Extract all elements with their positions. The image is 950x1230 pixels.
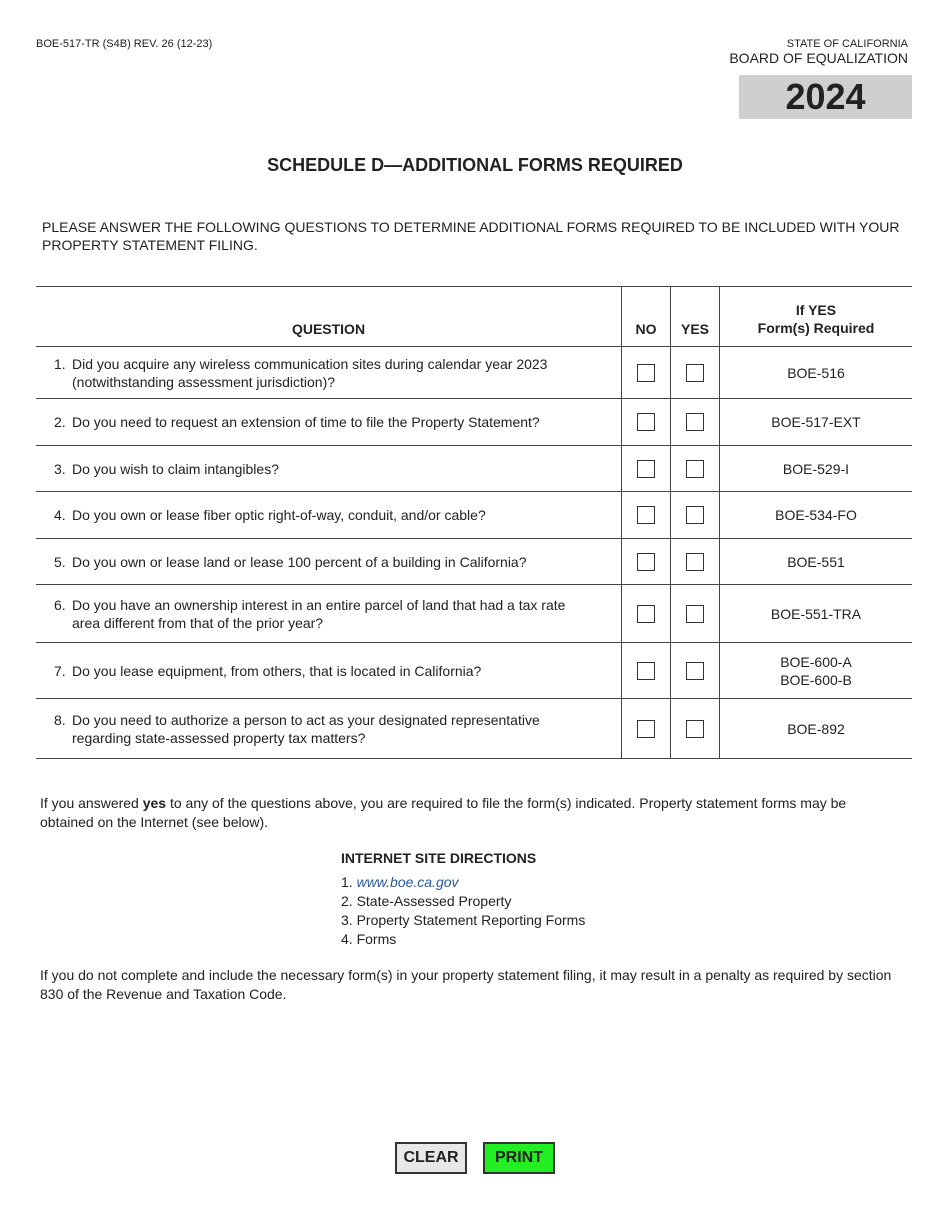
note1-bold: yes — [142, 795, 167, 811]
boe-website-link[interactable]: www.boe.ca.gov — [356, 874, 459, 890]
question-line1: Did you acquire any wireless communication sites during calendar year 2023 — [72, 355, 548, 372]
question-cell — [36, 699, 622, 759]
no-checkbox[interactable] — [637, 553, 655, 571]
state-label: STATE OF CALIFORNIA — [786, 38, 908, 50]
table-row — [36, 699, 912, 759]
form-required-cell — [720, 347, 913, 399]
directions-list — [341, 873, 585, 949]
print-button[interactable]: PRINT — [483, 1142, 555, 1174]
form-required-cell — [720, 399, 913, 446]
instructions: PLEASE ANSWER THE FOLLOWING QUESTIONS TO DETERMINE ADDITIONAL FORMS REQUIRED TO BE INCLUDED WITH YOUR PROPERTY STATEMENT FILING. — [42, 219, 900, 253]
form-name: BOE-600-A — [780, 653, 852, 670]
no-checkbox[interactable] — [637, 662, 655, 680]
question-text — [72, 662, 481, 680]
question-line1: Do you own or lease fiber optic right-of-way, conduit, and/or cable? — [72, 507, 486, 523]
yes-checkbox[interactable] — [686, 605, 704, 623]
question-line2: regarding state-assessed property tax matters? — [72, 729, 366, 746]
form-name: BOE-551-TRA — [770, 605, 862, 622]
question-number: 2. — [54, 414, 66, 430]
table-header-row — [36, 287, 912, 347]
yes-checkbox[interactable] — [686, 364, 704, 382]
board-label: BOARD OF EQUALIZATION — [729, 50, 908, 66]
direction-item-text: State-Assessed Property — [356, 893, 512, 909]
question-line1: Do you wish to claim intangibles? — [72, 460, 279, 477]
table-row — [36, 399, 912, 446]
no-cell — [622, 539, 671, 585]
note-answer-yes — [40, 794, 900, 832]
question-line1: Do you lease equipment, from others, that is located in California? — [72, 662, 482, 679]
no-cell — [622, 699, 671, 759]
no-checkbox[interactable] — [637, 506, 655, 524]
list-item: 3. Property Statement Reporting Forms — [341, 912, 586, 928]
table-row — [36, 446, 912, 492]
yes-checkbox[interactable] — [686, 460, 704, 478]
yes-checkbox[interactable] — [686, 720, 704, 738]
question-text — [72, 413, 540, 431]
table-row — [36, 643, 912, 699]
question-text — [72, 711, 540, 747]
form-name: BOE-551 — [787, 553, 845, 570]
no-checkbox[interactable] — [637, 720, 655, 738]
yes-cell — [671, 539, 720, 585]
direction-item-text: Forms — [356, 931, 397, 947]
question-number: 4. — [54, 507, 66, 523]
header-forms — [720, 287, 913, 347]
header-forms-line2: Form(s) Required — [757, 320, 875, 336]
question-number: 1. — [54, 355, 66, 372]
note1-after: to any of the questions above, you are required to file the form(s) indicated. Property statement forms may be obtained on the Internet (see below). — [40, 795, 847, 830]
yes-cell — [671, 585, 720, 643]
no-cell — [622, 492, 671, 539]
question-number: 8. — [54, 711, 66, 728]
question-cell — [36, 347, 622, 399]
no-checkbox[interactable] — [637, 605, 655, 623]
yes-cell — [671, 347, 720, 399]
header-no: NO — [622, 287, 671, 347]
no-cell — [622, 347, 671, 399]
question-cell — [36, 492, 622, 539]
question-cell — [36, 446, 622, 492]
question-line1: Do you need to authorize a person to act as your designated representative — [72, 711, 540, 728]
table-row — [36, 585, 912, 643]
form-name: BOE-517-EXT — [771, 414, 861, 430]
question-line1: Do you need to request an extension of time to file the Property Statement? — [72, 414, 540, 430]
header-forms-line1: If YES — [795, 302, 837, 318]
no-checkbox[interactable] — [637, 413, 655, 431]
header-question: QUESTION — [36, 287, 622, 347]
table-row — [36, 539, 912, 585]
no-cell — [622, 399, 671, 446]
form-required-cell — [720, 643, 913, 699]
page-title: SCHEDULE D—ADDITIONAL FORMS REQUIRED — [267, 155, 683, 175]
table-row — [36, 492, 912, 539]
direction-item-text: Property Statement Reporting Forms — [356, 912, 586, 928]
form-required-cell — [720, 699, 913, 759]
form-name: BOE-516 — [787, 364, 845, 381]
question-line1: Do you have an ownership interest in an entire parcel of land that had a tax rate — [72, 596, 566, 613]
yes-cell — [671, 399, 720, 446]
no-cell — [622, 585, 671, 643]
yes-checkbox[interactable] — [686, 553, 704, 571]
question-cell — [36, 539, 622, 585]
table-row — [36, 347, 912, 399]
question-cell — [36, 585, 622, 643]
yes-cell — [671, 492, 720, 539]
question-text — [72, 506, 486, 524]
year-box: 2024 — [739, 75, 912, 119]
form-required-cell — [720, 585, 913, 643]
questions-table — [36, 286, 912, 759]
list-item: 4. Forms — [341, 931, 397, 947]
question-number: 7. — [54, 662, 66, 679]
question-cell — [36, 399, 622, 446]
form-required-cell — [720, 492, 913, 539]
question-text — [72, 355, 547, 391]
yes-cell — [671, 446, 720, 492]
clear-button[interactable]: CLEAR — [395, 1142, 467, 1174]
question-line2: area different from that of the prior year? — [72, 614, 324, 631]
form-id: BOE-517-TR (S4B) REV. 26 (12-23) — [36, 38, 213, 50]
question-number: 3. — [54, 460, 66, 477]
question-text — [72, 596, 565, 632]
directions-heading: INTERNET SITE DIRECTIONS — [341, 850, 537, 866]
penalty-note: If you do not complete and include the necessary form(s) in your property statement filing, it may result in a penalty as required by section 830 of the Revenue and Taxation Code. — [40, 967, 892, 1002]
no-checkbox[interactable] — [637, 460, 655, 478]
list-item: 2. State-Assessed Property — [341, 893, 512, 909]
question-line1: Do you own or lease land or lease 100 percent of a building in California? — [72, 553, 527, 570]
form-name: BOE-892 — [787, 720, 845, 737]
form-name: BOE-534-FO — [775, 507, 857, 523]
question-cell — [36, 643, 622, 699]
form-name: BOE-600-B — [780, 671, 852, 688]
yes-checkbox[interactable] — [686, 413, 704, 431]
yes-checkbox[interactable] — [686, 506, 704, 524]
list-item: 1. www.boe.ca.gov — [341, 874, 459, 890]
no-cell — [622, 643, 671, 699]
yes-cell — [671, 643, 720, 699]
question-number: 6. — [54, 596, 66, 613]
form-required-cell — [720, 446, 913, 492]
header-yes: YES — [671, 287, 720, 347]
yes-checkbox[interactable] — [686, 662, 704, 680]
form-required-cell — [720, 539, 913, 585]
question-line2: (notwithstanding assessment jurisdiction)? — [72, 373, 336, 390]
no-checkbox[interactable] — [637, 364, 655, 382]
no-cell — [622, 446, 671, 492]
yes-cell — [671, 699, 720, 759]
question-text — [72, 553, 527, 571]
question-number: 5. — [54, 553, 66, 570]
note1-before: If you answered — [40, 795, 143, 811]
question-text — [72, 460, 279, 478]
form-name: BOE-529-I — [782, 460, 850, 477]
